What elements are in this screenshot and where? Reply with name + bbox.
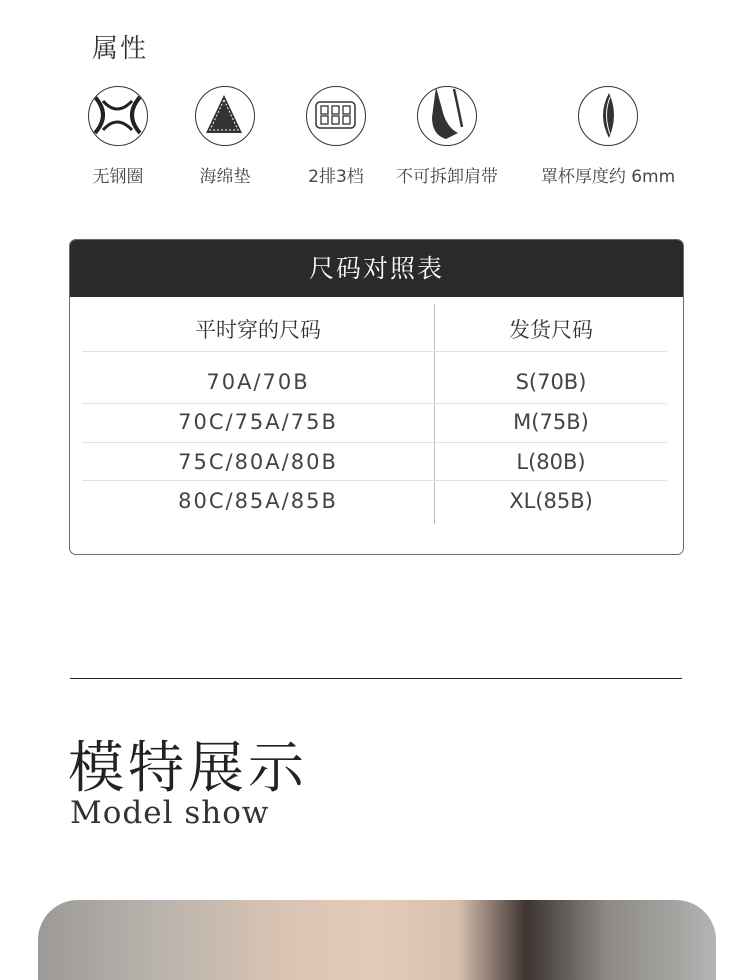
attribute-label: 海绵垫 [199, 167, 251, 187]
fixed-strap-icon [417, 86, 477, 146]
shipping-size-cell: M(75B) [513, 410, 589, 434]
model-photo [38, 900, 716, 980]
size-chart-header-row [82, 310, 667, 350]
attribute-cup-thickness [528, 86, 688, 187]
size-chart [69, 239, 684, 555]
table-row [82, 482, 667, 522]
attributes-title: 属性 [92, 34, 149, 64]
attribute-label: 不可拆卸肩带 [396, 167, 498, 187]
hook-eye-closure-icon [306, 86, 366, 146]
attribute-fixed-strap [367, 86, 527, 187]
table-row [82, 363, 667, 403]
section-divider [70, 678, 682, 679]
usual-size-cell: 70A/70B [206, 370, 310, 394]
shipping-size-cell: S(70B) [515, 370, 587, 394]
size-chart-title: 尺码对照表 [70, 240, 683, 297]
header-usual-size: 平时穿的尺码 [195, 318, 321, 342]
usual-size-cell: 80C/85A/85B [178, 489, 338, 513]
shipping-size-cell: L(80B) [516, 450, 586, 474]
header-shipping-size: 发货尺码 [509, 318, 593, 342]
table-row [82, 443, 667, 483]
shipping-size-cell: XL(85B) [509, 489, 593, 513]
usual-size-cell: 70C/75A/75B [178, 410, 338, 434]
model-show-subtitle: Model show [70, 795, 270, 831]
row-divider [82, 480, 667, 481]
attribute-label: 罩杯厚度约 6mm [540, 167, 676, 187]
attribute-icons [0, 86, 750, 196]
attribute-label: 无钢圈 [92, 167, 144, 187]
no-underwire-icon [88, 86, 148, 146]
usual-size-cell: 75C/80A/80B [178, 450, 338, 474]
cup-thickness-icon [578, 86, 638, 146]
row-divider [82, 351, 667, 352]
sponge-pad-icon [195, 86, 255, 146]
attribute-label: 2排3档 [308, 167, 364, 187]
model-show-title: 模特展示 [68, 736, 308, 801]
table-row [82, 403, 667, 443]
